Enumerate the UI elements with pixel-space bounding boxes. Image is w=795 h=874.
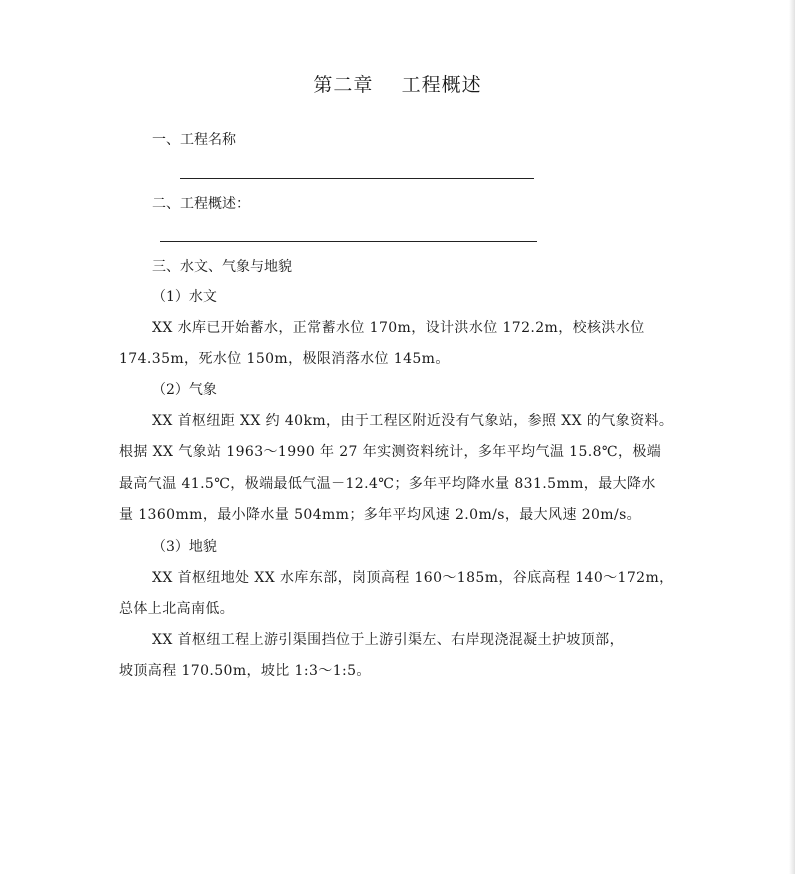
paragraph-line: XX 首枢纽工程上游引渠围挡位于上游引渠左、右岸现浇混凝土护坡顶部， bbox=[152, 632, 624, 648]
subheading-terrain: （3）地貌 bbox=[152, 539, 217, 555]
paragraph-line: 总体上北高南低。 bbox=[119, 601, 235, 617]
section-heading-project-name: 一、工程名称 bbox=[152, 132, 236, 148]
paragraph-line: 根据 XX 气象站 1963～1990 年 27 年实测资料统计，多年平均气温 15.8℃，极端 bbox=[119, 444, 662, 460]
subheading-weather: （2）气象 bbox=[152, 382, 217, 398]
page-edge-shadow bbox=[789, 0, 795, 874]
paragraph-line: XX 首枢纽地处 XX 水库东部，岗顶高程 160～185m，谷底高程 140～172m， bbox=[152, 570, 674, 586]
section-heading-hydro-weather-terrain: 三、水文、气象与地貌 bbox=[152, 259, 292, 275]
project-name-blank-line bbox=[180, 178, 534, 179]
overview-blank-line bbox=[160, 241, 537, 242]
paragraph-line: XX 首枢纽距 XX 约 40km，由于工程区附近没有气象站，参照 XX 的气象资料。 bbox=[152, 413, 674, 429]
paragraph-line: 量 1360mm，最小降水量 504mm；多年平均风速 2.0m/s，最大风速 20m/s。 bbox=[119, 507, 642, 523]
paragraph-line: XX 水库已开始蓄水，正常蓄水位 170m，设计洪水位 172.2m，校核洪水位 bbox=[152, 320, 645, 336]
section-heading-overview: 二、工程概述： bbox=[152, 196, 250, 212]
chapter-title: 第二章 工程概述 bbox=[313, 74, 482, 96]
paragraph-line: 最高气温 41.5℃，极端最低气温－12.4℃；多年平均降水量 831.5mm，最大降水 bbox=[119, 476, 656, 492]
paragraph-line: 坡顶高程 170.50m，坡比 1:3～1:5。 bbox=[119, 663, 371, 679]
paragraph-line: 174.35m，死水位 150m，极限消落水位 145m。 bbox=[119, 351, 450, 367]
subheading-hydrology: （1）水文 bbox=[152, 289, 217, 305]
